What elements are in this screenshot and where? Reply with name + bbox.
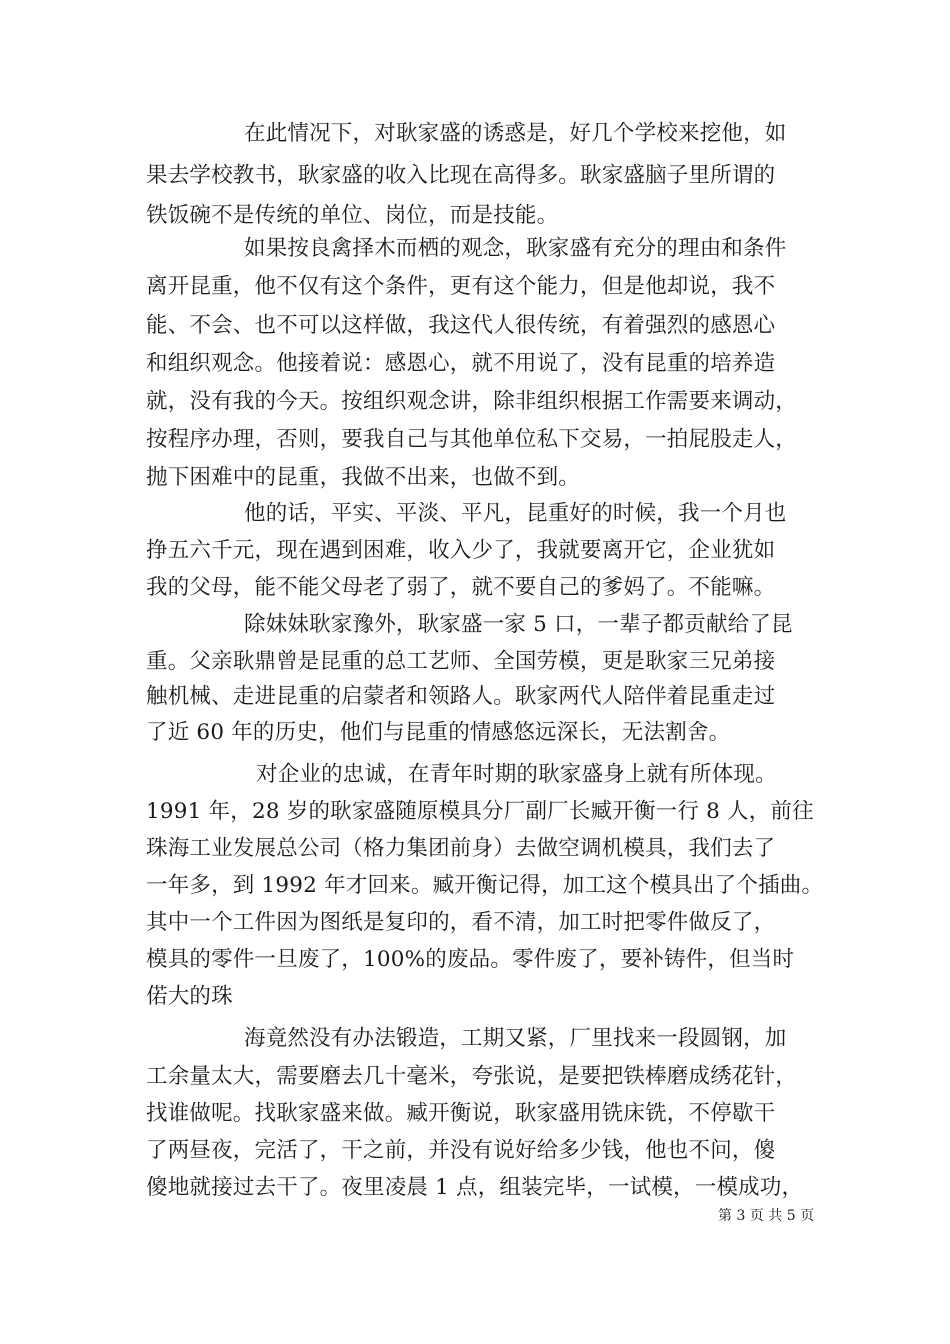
text-line: 果去学校教书，耿家盛的收入比现在高得多。耿家盛脑子里所谓的 [146,163,776,188]
text-line: 铁饭碗不是传统的单位、岗位，而是技能。 [146,203,559,228]
text-line: 就，没有我的今天。按组织观念讲，除非组织根据工作需要来调动， [146,389,798,414]
text-line: 抛下困难中的昆重，我做不出来，也做不到。 [146,465,581,490]
text-line: 了近 60 年的历史，他们与昆重的情感悠远深长，无法割舍。 [146,720,731,745]
page-number: 第 3 页 共 5 页 [718,1208,815,1224]
text-line: 我的父母，能不能父母老了弱了，就不要自己的爹妈了。不能嘛。 [146,575,776,600]
text-line: 找谁做呢。找耿家盛来做。臧开衡说，耿家盛用铣床铣，不停歇干 [146,1101,776,1126]
text-line: 偌大的珠 [146,984,233,1009]
text-line: 重。父亲耿鼎曾是昆重的总工艺师、全国劳模，更是耿家三兄弟接 [146,649,776,674]
text-line: 他的话，平实、平淡、平凡，昆重好的时候，我一个月也 [244,501,787,526]
text-line: 挣五六千元，现在遇到困难，收入少了，我就要离开它，企业犹如 [146,538,776,563]
text-line: 工余量太大，需要磨去几十毫米，夸张说，是要把铁棒磨成绣花针， [146,1064,798,1089]
text-line: 能、不会、也不可以这样做，我这代人很传统，有着强烈的感恩心 [146,313,776,338]
text-line: 对企业的忠诚，在青年时期的耿家盛身上就有所体现。 [256,762,777,787]
text-line: 1991 年，28 岁的耿家盛随原模具分厂副厂长臧开衡一行 8 人，前往 [146,799,814,824]
text-line: 离开昆重，他不仅有这个条件，更有这个能力，但是他却说，我不 [146,274,776,299]
text-line: 和组织观念。他接着说：感恩心，就不用说了，没有昆重的培养造 [146,351,776,376]
text-line: 除妹妹耿家豫外，耿家盛一家 5 口，一辈子都贡献给了昆 [244,612,793,637]
text-line: 模具的零件一旦废了，100%的废品。零件废了，要补铸件，但当时 [146,947,795,972]
text-line: 如果按良禽择木而栖的观念，耿家盛有充分的理由和条件 [244,236,787,261]
text-line: 在此情况下，对耿家盛的诱惑是，好几个学校来挖他，如 [244,121,787,146]
text-line: 触机械、走进昆重的启蒙者和领路人。耿家两代人陪伴着昆重走过 [146,684,776,709]
text-line: 了两昼夜，完活了，干之前，并没有说好给多少钱，他也不问，傻 [146,1138,776,1163]
text-line: 傻地就接过去干了。夜里凌晨 1 点，组装完毕，一试模，一模成功， [146,1175,804,1200]
text-line: 一年多，到 1992 年才回来。臧开衡记得，加工这个模具出了个插曲。 [146,873,824,898]
text-line: 按程序办理，否则，要我自己与其他单位私下交易，一拍屁股走人， [146,427,798,452]
text-line: 其中一个工件因为图纸是复印的，看不清，加工时把零件做反了， [146,910,776,935]
text-line: 珠海工业发展总公司（格力集团前身）去做空调机模具，我们去了 [146,836,776,861]
text-line: 海竟然没有办法锻造，工期又紧，厂里找来一段圆钢，加 [244,1026,787,1051]
